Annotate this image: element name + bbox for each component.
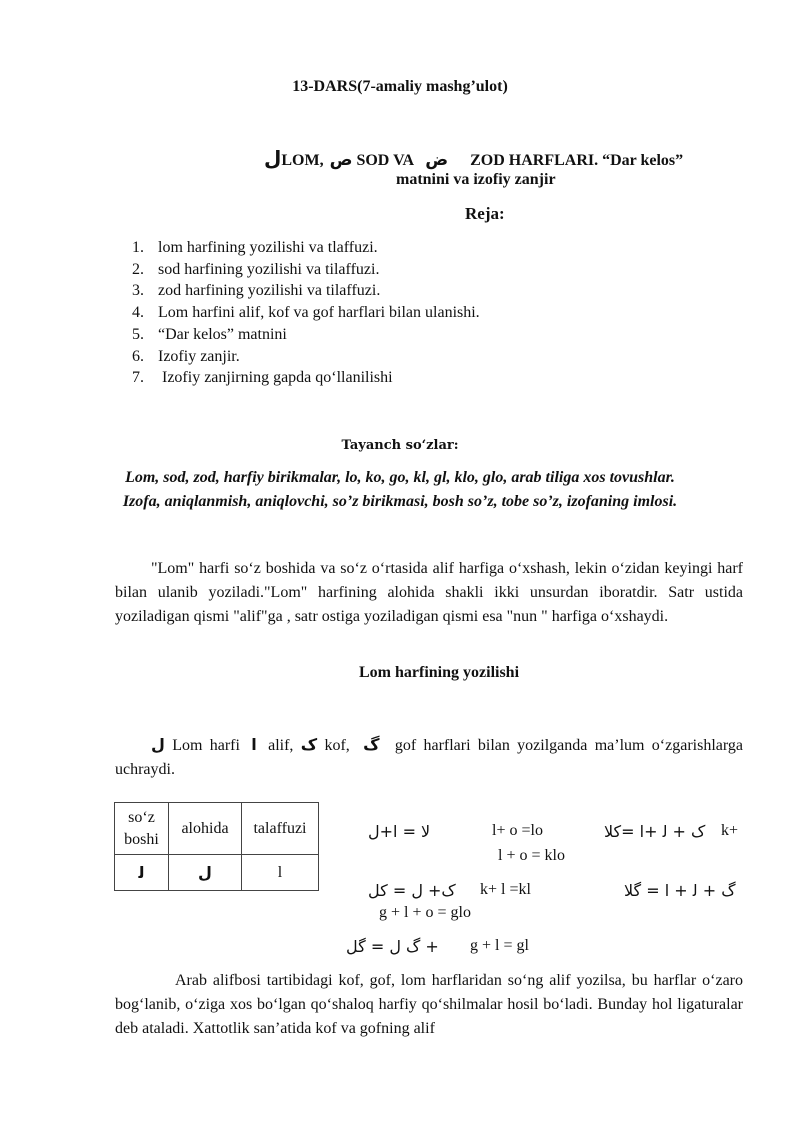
lesson-title: 13-DARS(7-amaliy mashg’ulot) — [292, 78, 508, 95]
cell-pronunciation: l — [242, 855, 319, 891]
plan-item — [132, 326, 287, 344]
keywords-line-2: Izofa, aniqlanmish, aniqlovchi, so’z birikmasi, bosh so’z, tobe so’z, izofaning imlosi. — [122, 493, 678, 510]
kof-char: ک — [300, 735, 318, 754]
formula-lo: l+ o =lo — [492, 822, 543, 839]
plan-item — [132, 304, 480, 322]
plan-item-number: 4. — [132, 304, 144, 322]
formula-gl: g + l = gl — [470, 937, 529, 954]
keywords-line-1: Lom, sod, zod, harfiy birikmalar, lo, ko, go, kl, gl, klo, glo, arab tiligа xos tovushlar. — [125, 469, 675, 486]
ligature-paragraph: Arab alifbosi tartibidagi kof, gof, lom harflaridan so‘ng alif yozilsa, bu harflar o‘zaro bog‘lanib, o‘ziga xos bo‘lgan qo‘shaloq harfiy qo‘shilmalar hosil bo‘ladi. Bunday hol ligaturalar deb ataladi. Xattotlik san’atida kof va gofning alif — [115, 972, 743, 1037]
sod-letter: ص — [329, 150, 353, 170]
plan-item-number: 5. — [132, 325, 144, 343]
plan-item-text: zod harfining yozilishi va tilaffuzi. — [158, 282, 381, 300]
plan-item-number: 6. — [132, 347, 144, 365]
alif-text: alif, — [260, 737, 301, 754]
alif-char: ا — [251, 735, 257, 754]
plan-item-text: Izofiy zanjir. — [158, 347, 240, 365]
plan-item-number: 7. — [132, 369, 144, 387]
kof-text: kof, — [317, 737, 358, 754]
formula-gl-arabic: گ ل = گل + — [346, 937, 439, 956]
formula-kla: ک + ﻟ +ا =کلا — [604, 822, 706, 841]
plan-item-number: 2. — [132, 260, 144, 278]
cell-isolated-form: ل — [169, 855, 242, 891]
topic-title — [264, 146, 683, 170]
topic-zod: ZOD HARFLARI. “Dar kelos” — [470, 152, 684, 169]
plan-item-number: 3. — [132, 282, 144, 300]
header-word-start: so‘z boshi — [115, 803, 169, 855]
plan-item-text: lom harfining yozilishi va tlaffuzi. — [158, 239, 378, 256]
plan-heading: Reja: — [465, 204, 505, 223]
gof-char: گ — [363, 735, 380, 754]
topic-lom: LOM, — [281, 152, 324, 169]
keywords-heading: Tayanch so‘zlar: — [341, 438, 459, 453]
plan-item — [132, 239, 378, 257]
lom-description-paragraph: "Lom" harfi so‘z boshida va so‘z o‘rtasida alif harfiga o‘xshash, lekin o‘zidan keyingi harf bilan ulanib yoziladi."Lom" harfining alohida shakli ikki unsurdan iboratdir. Satr ustida yoziladigan qismi "alif"ga , satr ostiga yoziladigan qismi esa "nun " harfiga o‘xshaydi. — [115, 560, 743, 625]
header-pronunciation: talaffuzi — [242, 803, 319, 855]
formula-k-plus: k+ — [721, 822, 739, 839]
lom-changes-paragraph — [115, 733, 743, 782]
formula-gla: گ + ﻟ + ا = گلا — [624, 881, 736, 900]
plan-item-text: Izofiy zanjirning gapda qo‘llanilishi — [158, 369, 393, 387]
lom-forms-table — [114, 802, 319, 891]
plan-item-number: 1. — [132, 239, 144, 256]
topic-subtitle: matnini va izofiy zanjir — [396, 171, 556, 188]
plan-item — [132, 261, 379, 279]
plan-item-text: sod harfining yozilishi va tilaffuzi. — [158, 260, 380, 278]
section-heading: Lom harfining yozilishi — [359, 664, 520, 681]
plan-item-text: Lom harfini alif, kof va gof harflari bilan ulanishi. — [158, 304, 480, 322]
lom-char: ل — [151, 735, 165, 754]
plan-item-text: “Dar kelos” matnini — [158, 325, 287, 343]
changes-text: gof harflari bilan yozilganda ma’lum o‘zgarishlarga uchraydi. — [115, 737, 744, 778]
plan-item — [132, 282, 380, 300]
lom-letter: ل — [264, 146, 282, 170]
formula-kl: k+ l =kl — [480, 881, 531, 898]
plan-item — [132, 348, 240, 366]
lom-text: Lom harfi — [164, 737, 248, 754]
plan-item — [132, 369, 393, 387]
cell-initial-form: ﻟ — [115, 855, 169, 891]
formula-la: لا = ا+ل — [368, 822, 431, 841]
formula-glo: g + l + o = glo — [379, 904, 471, 921]
header-isolated: alohida — [169, 803, 242, 855]
topic-sod: SOD VA — [356, 152, 414, 169]
formula-klo: l + o = klo — [498, 847, 565, 864]
formula-kl-arabic: ک+ ل = کل — [368, 881, 456, 900]
zod-letter: ض — [425, 150, 449, 170]
